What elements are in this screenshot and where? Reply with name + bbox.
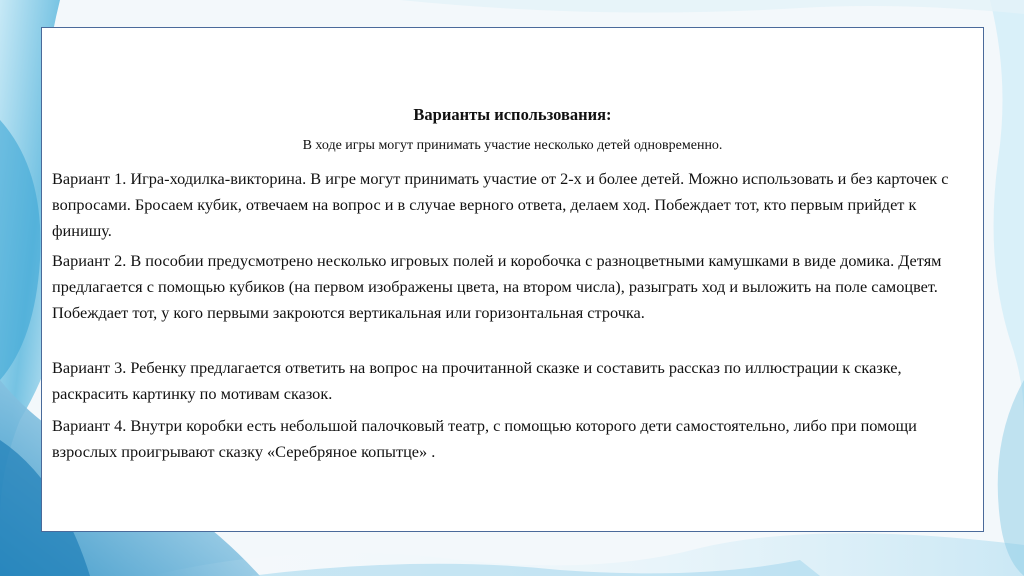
content-card: [41, 27, 984, 532]
variant-4-paragraph: Вариант 4. Внутри коробки есть небольшой палочковый театр, с помощью которого дети самостоятельно, либо при помощи взрослых проигрывают сказку «Серебряное копытце» .: [52, 416, 917, 461]
slide-subtitle: В ходе игры могут принимать участие несколько детей одновременно.: [302, 138, 723, 153]
slide-title: Варианты использования:: [413, 105, 612, 124]
variant-1-paragraph: Вариант 1. Игра-ходилка-викторина. В игре могут принимать участие от 2-х и более детей. Можно использовать и без карточек с вопросами. Бросаем кубик, отвечаем на вопрос и в случае верного ответа, делаем ход. Побеждает тот, кто первым прийдет к финишу.: [52, 169, 949, 240]
variant-2-paragraph: Вариант 2. В пособии предусмотрено несколько игровых полей и коробочка с разноцветными камушками в виде домика. Детям предлагается с помощью кубиков (на первом изображены цвета, на втором числа), разыграть ход и выложить на поле самоцвет. Побеждает тот, у кого первыми закроются вертикальная или горизонтальная строчка.: [52, 251, 942, 322]
variant-3-paragraph: Вариант 3. Ребенку предлагается ответить на вопрос на прочитанной сказке и составить рассказ по иллюстрации к сказке, раскрасить картинку по мотивам сказок.: [52, 358, 902, 403]
